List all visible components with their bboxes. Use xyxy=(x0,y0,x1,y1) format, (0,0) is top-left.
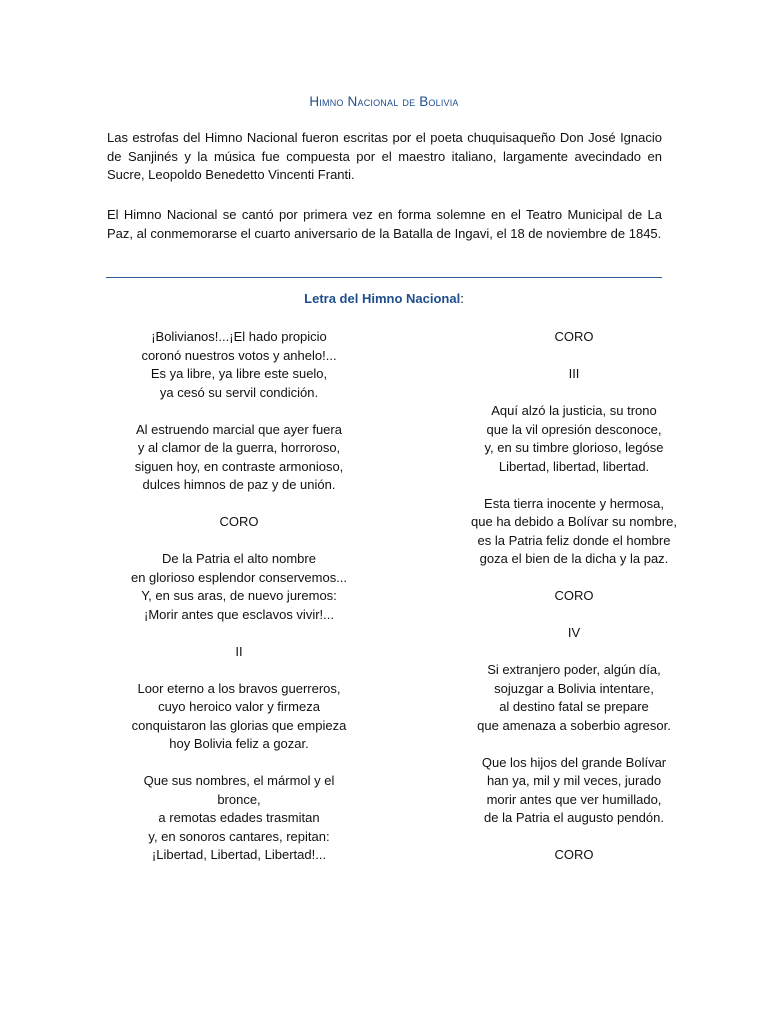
lyric-line: Aquí alzó la justicia, su trono xyxy=(491,403,657,418)
lyric-line: es la Patria feliz donde el hombre xyxy=(477,532,671,548)
stanza xyxy=(449,754,699,828)
stanza xyxy=(449,402,699,476)
lyrics-column-left xyxy=(114,328,364,883)
lyric-line: sojuzgar a Bolivia intentare, xyxy=(494,680,654,696)
lyric-line: al destino fatal se prepare xyxy=(499,699,649,714)
lyric-line: ¡Bolivianos!...¡El hado propicio xyxy=(151,329,327,344)
stanza xyxy=(449,328,699,347)
lyric-line: II xyxy=(235,643,243,659)
stanza xyxy=(449,846,699,865)
lyrics-heading xyxy=(0,291,768,306)
stanza xyxy=(449,495,699,569)
lyric-line: ¡Morir antes que esclavos vivir!... xyxy=(143,606,334,622)
stanza xyxy=(449,587,699,606)
stanza xyxy=(114,643,364,662)
lyric-line: ya cesó su servil condición. xyxy=(159,384,319,400)
stanza xyxy=(114,550,364,624)
lyric-line: que amenaza a soberbio agresor. xyxy=(477,717,671,733)
lyric-line: en glorioso esplendor conservemos... xyxy=(130,569,348,585)
lyric-line: III xyxy=(568,366,580,381)
lyric-line: y al clamor de la guerra, horroroso, xyxy=(137,440,341,455)
lyric-line: a remotas edades trasmitan xyxy=(158,810,320,825)
lyric-line: Y, en sus aras, de nuevo juremos: xyxy=(141,588,337,603)
stanza xyxy=(114,421,364,495)
lyric-line: que ha debido a Bolívar su nombre, xyxy=(471,514,677,529)
lyric-line: coronó nuestros votos y anhelo!... xyxy=(141,347,337,363)
lyric-line: y, en sonoros cantares, repitan: xyxy=(148,828,330,844)
stanza xyxy=(114,513,364,532)
lyric-line: conquistaron las glorias que empieza xyxy=(131,717,347,733)
intro-paragraph-2: El Himno Nacional se cantó por primera vez en forma solemne en el Teatro Municipal de La Paz, al conmemorarse el cuarto aniversario de la Batalla de Ingavi, el 18 de noviembre de 1845. xyxy=(107,207,662,241)
lyric-line: morir antes que ver humillado, xyxy=(486,791,662,807)
lyrics-heading-colon: : xyxy=(460,291,464,306)
lyrics-column-right xyxy=(449,328,699,883)
lyric-line: IV xyxy=(567,625,581,640)
lyric-line: Libertad, libertad, libertad. xyxy=(498,458,650,474)
lyric-line: de la Patria el augusto pendón. xyxy=(484,810,664,825)
lyric-line: goza el bien de la dicha y la paz. xyxy=(479,551,669,566)
lyric-line: y, en su timbre glorioso, legóse xyxy=(484,440,664,455)
stanza xyxy=(114,680,364,754)
lyric-line: ¡Libertad, Libertad, Libertad!... xyxy=(151,847,327,862)
stanza xyxy=(449,365,699,384)
lyric-line: que la vil opresión desconoce, xyxy=(486,421,662,437)
lyric-line: Es ya libre, ya libre este suelo, xyxy=(150,366,328,381)
lyrics-heading-text: Letra del Himno Nacional xyxy=(304,291,461,306)
stanza xyxy=(449,661,699,735)
lyric-line: Si extranjero poder, algún día, xyxy=(487,662,661,677)
lyric-line: han ya, mil y mil veces, jurado xyxy=(486,773,662,788)
lyric-line: siguen hoy, en contraste armonioso, xyxy=(134,458,344,474)
intro-paragraph-1: Las estrofas del Himno Nacional fueron escritas por el poeta chuquisaqueño Don José Ignacio de Sanjinés y la música fue compuesta por el maestro italiano, largamente avecindado en Sucre, Leopoldo Benedetto Vincenti Franti. xyxy=(107,130,662,182)
lyric-line: Esta tierra inocente y hermosa, xyxy=(484,495,664,511)
stanza xyxy=(114,328,364,402)
horizontal-divider xyxy=(106,277,662,278)
lyric-line: bronce, xyxy=(217,791,261,807)
lyric-line: CORO xyxy=(554,847,594,862)
lyric-line: Al estruendo marcial que ayer fuera xyxy=(136,421,342,437)
lyric-line: Loor eterno a los bravos guerreros, xyxy=(137,680,341,696)
lyric-line: Que los hijos del grande Bolívar xyxy=(481,754,667,770)
lyric-line: Que sus nombres, el mármol y el xyxy=(143,773,335,788)
stanza xyxy=(449,624,699,643)
lyric-line: hoy Bolivia feliz a gozar. xyxy=(169,736,309,751)
lyric-line: CORO xyxy=(554,329,594,344)
lyric-line: De la Patria el alto nombre xyxy=(162,551,316,566)
stanza xyxy=(114,772,364,865)
lyric-line: cuyo heroico valor y firmeza xyxy=(158,699,320,714)
document-title: Himno Nacional de Bolivia xyxy=(309,94,459,109)
lyric-line: dulces himnos de paz y de unión. xyxy=(142,477,336,492)
lyric-line: CORO xyxy=(554,588,594,603)
lyric-line: CORO xyxy=(219,514,259,529)
